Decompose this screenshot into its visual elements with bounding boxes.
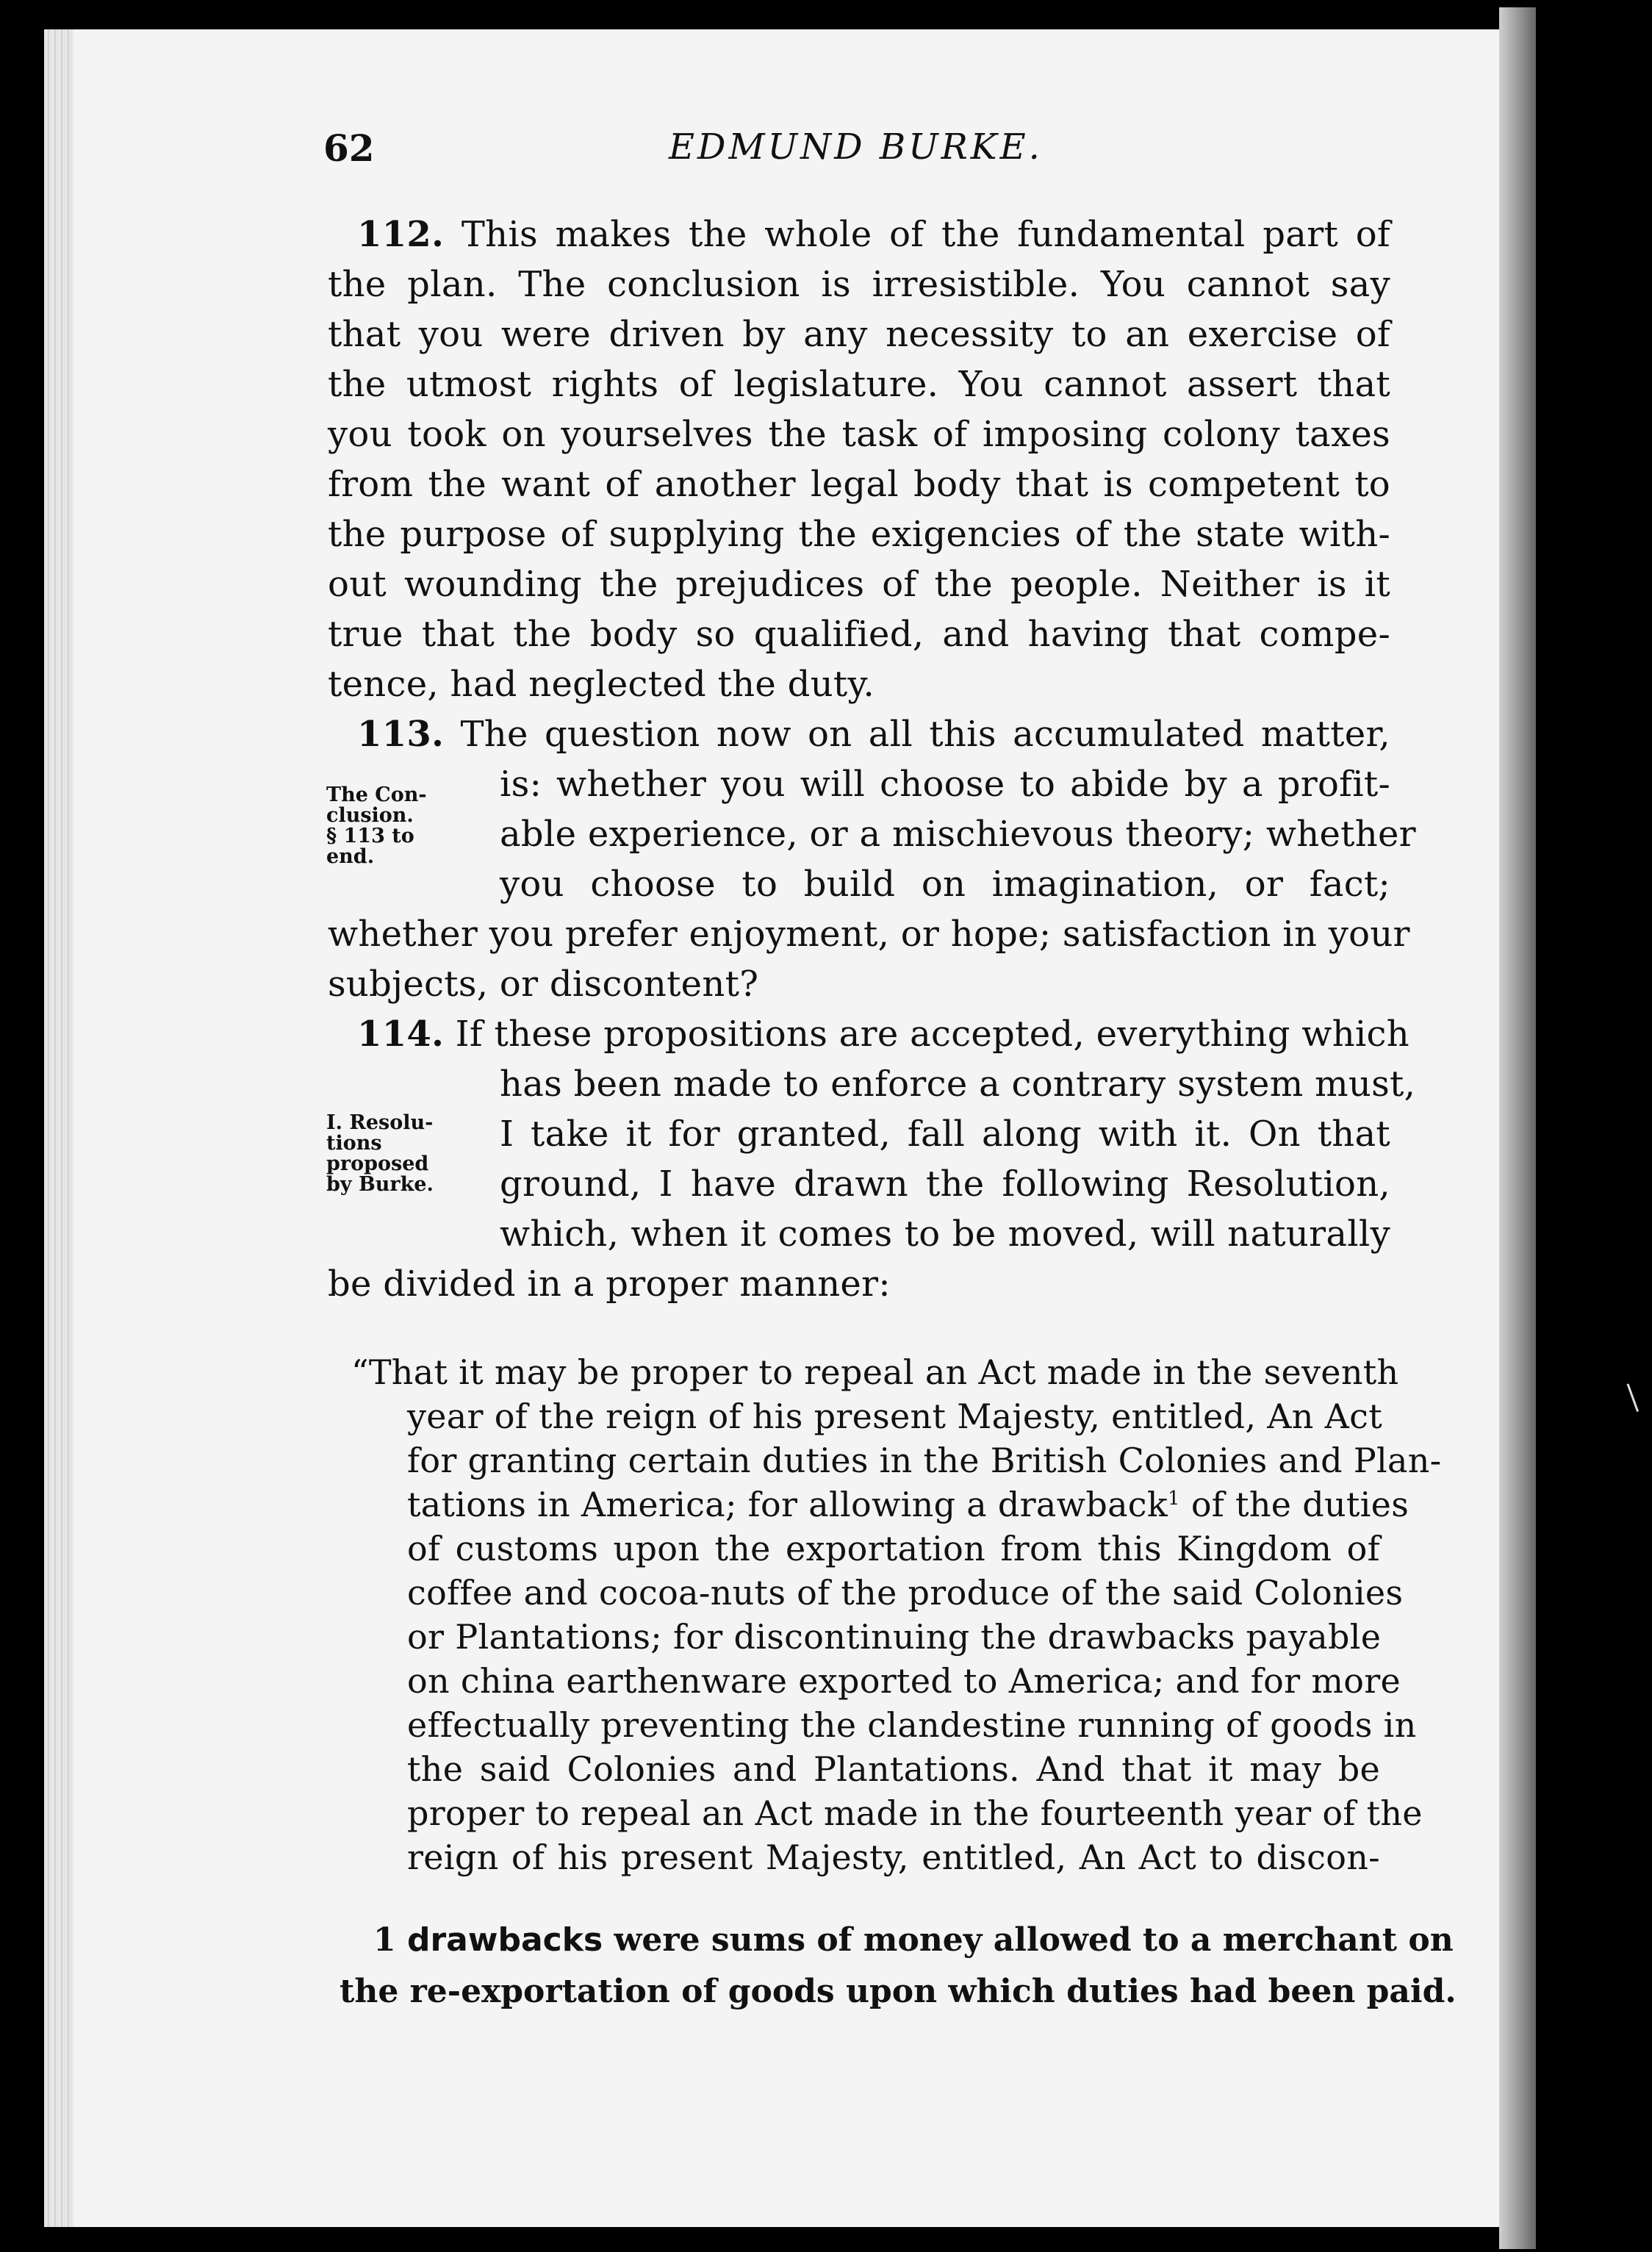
resolution-line: “That it may be proper to repeal an Act made in the seventh bbox=[351, 1352, 1399, 1392]
page-header bbox=[323, 126, 1396, 185]
paragraph-number: 114. bbox=[357, 1014, 445, 1055]
running-head: EDMUND BURKE. bbox=[669, 126, 1043, 168]
paragraph-line: has been made to enforce a contrary system must, bbox=[500, 1064, 1416, 1105]
resolution-line: for granting certain duties in the British Colonies and Plan- bbox=[407, 1441, 1442, 1480]
resolution-line: year of the reign of his present Majesty, entitled, An Act bbox=[407, 1396, 1383, 1436]
footnote-term: drawbacks bbox=[406, 1921, 603, 1959]
paragraph-line: able experience, or a mischievous theory; whether bbox=[500, 814, 1416, 855]
paragraph-line: which, when it comes to be moved, will naturally bbox=[500, 1213, 1390, 1255]
paragraph-line: 113. The question now on all this accumulated matter, bbox=[357, 714, 1390, 755]
footnote-line: 1 drawbacks were sums of money allowed to a merchant on bbox=[373, 1921, 1454, 1959]
margin-note-resolutions: I. Resolu- tions proposed by Burke. bbox=[326, 1111, 434, 1196]
paragraph-number: 113. bbox=[357, 714, 445, 755]
page-number: 62 bbox=[323, 126, 375, 170]
page-edge-right bbox=[1499, 7, 1536, 2249]
resolution-line: effectually preventing the clandestine running of goods in bbox=[407, 1705, 1417, 1745]
resolution-line: of customs upon the exportation from this Kingdom of bbox=[407, 1529, 1380, 1568]
paragraph-line: the utmost rights of legislature. You cannot assert that bbox=[328, 364, 1390, 405]
paragraph-line: from the want of another legal body that is competent to bbox=[328, 464, 1390, 505]
resolution-line: proper to repeal an Act made in the fourteenth year of the bbox=[407, 1793, 1423, 1833]
paragraph-line: true that the body so qualified, and having that compe- bbox=[328, 614, 1390, 655]
paragraph-line: is: whether you will choose to abide by a profit- bbox=[500, 764, 1390, 805]
paragraph-line: ground, I have drawn the following Resolution, bbox=[500, 1163, 1390, 1205]
paragraph-line: 112. This makes the whole of the fundamental part of bbox=[357, 214, 1391, 255]
paragraph-line: the purpose of supplying the exigencies of the state with- bbox=[328, 514, 1390, 555]
footnote-line: the re-exportation of goods upon which duties had been paid. bbox=[340, 1973, 1457, 2010]
paragraph-line: the plan. The conclusion is irresistible. You cannot say bbox=[328, 264, 1390, 305]
paragraph-line: whether you prefer enjoyment, or hope; satisfaction in your bbox=[328, 914, 1410, 955]
paragraph-line: you choose to build on imagination, or fact; bbox=[500, 864, 1390, 905]
paragraph-line: that you were driven by any necessity to an exercise of bbox=[328, 314, 1390, 355]
resolution-line: on china earthenware exported to America; and for more bbox=[407, 1661, 1401, 1701]
paragraph-line: tence, had neglected the duty. bbox=[328, 664, 875, 705]
margin-note-conclusion: The Con- clusion. § 113 to end. bbox=[326, 783, 427, 868]
footnote-marker: 1 bbox=[373, 1921, 396, 1959]
resolution-line: coffee and cocoa-nuts of the produce of the said Colonies bbox=[407, 1573, 1404, 1613]
resolution-line: reign of his present Majesty, entitled, An Act to discon- bbox=[407, 1837, 1380, 1877]
paragraph-line: 114. If these propositions are accepted, everything which bbox=[357, 1014, 1409, 1055]
footnote-reference: 1 bbox=[1168, 1488, 1180, 1510]
paragraph-line: be divided in a proper manner: bbox=[328, 1263, 891, 1305]
paragraph-number: 112. bbox=[357, 214, 445, 255]
paragraph-line: subjects, or discontent? bbox=[328, 964, 759, 1005]
paragraph-line: I take it for granted, fall along with it. On that bbox=[500, 1114, 1390, 1155]
resolution-line: the said Colonies and Plantations. And that it may be bbox=[407, 1749, 1380, 1789]
resolution-line: or Plantations; for discontinuing the drawbacks payable bbox=[407, 1617, 1382, 1657]
resolution-line: tations in America; for allowing a drawback$^1$ of the duties bbox=[407, 1485, 1409, 1524]
paragraph-line: out wounding the prejudices of the people. Neither is it bbox=[328, 564, 1390, 605]
paragraph-line: you took on yourselves the task of imposing colony taxes bbox=[328, 414, 1390, 455]
scan-mark bbox=[1627, 1381, 1646, 1412]
